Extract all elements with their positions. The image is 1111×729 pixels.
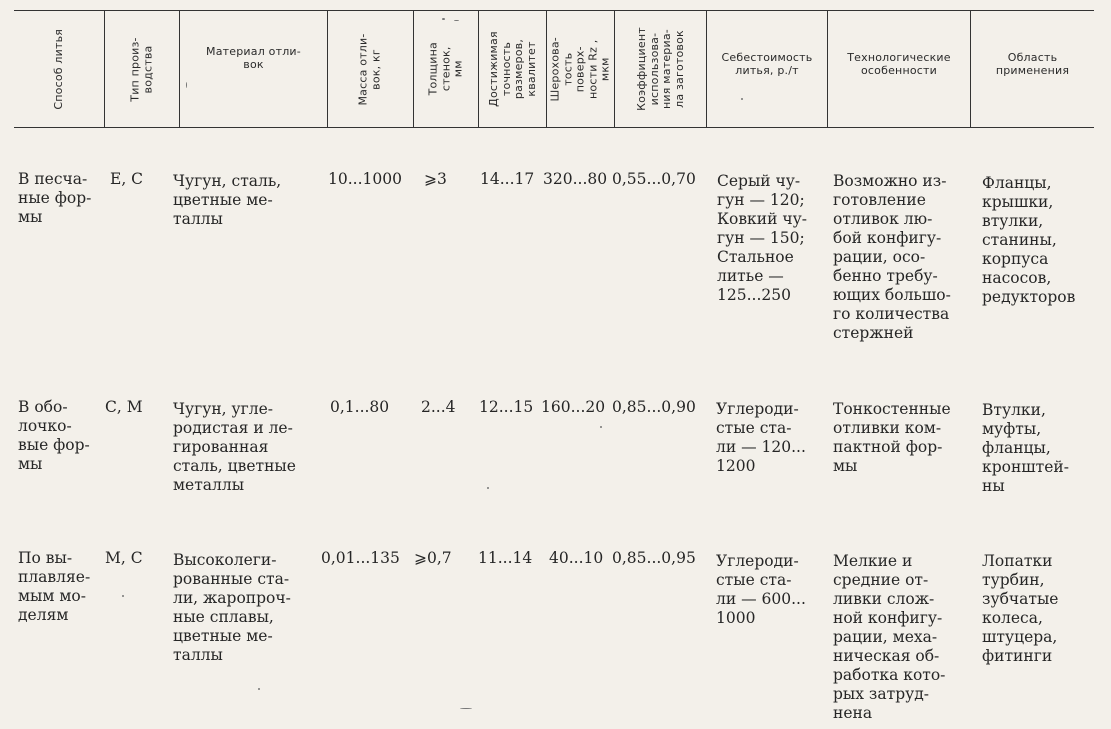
row3-utilization: 0,85...0,95 bbox=[612, 549, 696, 567]
header-cost bbox=[707, 12, 827, 126]
scan-speck bbox=[487, 487, 489, 489]
row1-roughness: 320...80 bbox=[543, 170, 608, 188]
header-accuracy bbox=[479, 12, 546, 126]
row3-cost: Углероди- стые ста- ли — 600... 1000 bbox=[716, 552, 806, 627]
header-production-type-label: Тип произ- водства bbox=[128, 36, 154, 102]
row2-material: Чугун, угле- родистая и ле- гированная сталь, цветные металлы bbox=[173, 400, 296, 494]
row1-method: В песча- ные фор- мы bbox=[18, 170, 92, 226]
row2-utilization: 0,85...0,90 bbox=[612, 398, 696, 416]
header-wall bbox=[414, 12, 478, 126]
row2-method: В обо- лочко- вые фор- мы bbox=[18, 398, 90, 473]
row3-application: Лопатки турбин, зубчатые колеса, штуцера, фитинги bbox=[982, 552, 1059, 665]
row1-mass: 10...1000 bbox=[328, 170, 402, 188]
row3-production-type: М, С bbox=[105, 549, 143, 567]
row1-cost: Серый чу- гун — 120; Ковкий чу- гун — 150; Стальное литье — 125...250 bbox=[717, 172, 807, 304]
header-bottom-rule bbox=[14, 127, 1094, 128]
row2-application: Втулки, муфты, фланцы, кронштей- ны bbox=[982, 401, 1069, 495]
header-material-label: Материал отли- вок bbox=[206, 45, 301, 71]
row1-accuracy: 14...17 bbox=[480, 170, 535, 188]
header-method-label: Способ литья bbox=[51, 28, 65, 110]
header-wall-label: Толщина стенок, мм bbox=[426, 42, 465, 96]
row3-method: По вы- плавляе- мым мо- делям bbox=[18, 549, 91, 624]
scan-speck bbox=[741, 98, 743, 100]
scan-speck bbox=[460, 708, 472, 709]
row1-features: Возможно из- готовление отливок лю- бой конфигу- рации, осо- бенно требу- ющих большо- го количества стержней bbox=[833, 172, 951, 342]
header-application-label: Область применения bbox=[995, 51, 1070, 77]
table-top-rule bbox=[14, 10, 1094, 11]
scan-speck bbox=[442, 18, 445, 20]
row2-features: Тонкостенные отливки ком- пактной фор- мы bbox=[833, 400, 951, 475]
header-method bbox=[14, 12, 104, 126]
row1-application: Фланцы, крышки, втулки, станины, корпуса насосов, редукторов bbox=[982, 174, 1076, 306]
row2-production-type: С, М bbox=[105, 398, 143, 416]
scan-speck bbox=[186, 82, 187, 88]
row3-mass: 0,01...135 bbox=[321, 549, 400, 567]
header-material bbox=[180, 12, 327, 126]
header-mass-label: Масса отли- вок, кг bbox=[357, 32, 383, 106]
row3-roughness: 40...10 bbox=[549, 549, 604, 567]
scan-speck bbox=[258, 688, 260, 690]
row1-material: Чугун, сталь, цветные ме- таллы bbox=[173, 172, 282, 228]
header-features-label: Технологические особенности bbox=[847, 51, 951, 77]
row1-utilization: 0,55...0,70 bbox=[612, 170, 696, 188]
header-accuracy-label: Достижимая точность размеров, квалитет bbox=[486, 31, 537, 107]
row2-cost: Углероди- стые ста- ли — 120... 1200 bbox=[716, 400, 806, 475]
row1-wall: ⩾3 bbox=[424, 170, 447, 188]
row2-mass: 0,1...80 bbox=[330, 398, 390, 416]
header-features bbox=[828, 12, 970, 126]
row3-features: Мелкие и средние от- ливки слож- ной конфигу- рации, меха- ническая об- работка кото- рых затруд- нена bbox=[833, 552, 946, 722]
header-production-type bbox=[105, 12, 179, 126]
scan-speck bbox=[122, 595, 124, 597]
row3-material: Высоколеги- рованные ста- ли, жаропроч- ные сплавы, цветные ме- таллы bbox=[173, 551, 291, 664]
row1-production-type: Е, С bbox=[110, 170, 144, 188]
row3-accuracy: 11...14 bbox=[478, 549, 533, 567]
row2-wall: 2...4 bbox=[421, 398, 456, 416]
row3-wall: ⩾0,7 bbox=[414, 549, 452, 567]
row2-roughness: 160...20 bbox=[541, 398, 606, 416]
scan-speck bbox=[454, 20, 459, 21]
header-roughness-label: Шерохова- тость поверх- ности Rz , мкм bbox=[548, 36, 612, 102]
header-utilization-label: Коэффициент использова- ния материа- ла заготовок bbox=[634, 27, 685, 111]
header-roughness bbox=[547, 12, 614, 126]
scan-speck bbox=[600, 426, 602, 428]
header-application bbox=[971, 12, 1094, 126]
row2-accuracy: 12...15 bbox=[479, 398, 534, 416]
header-mass bbox=[328, 12, 413, 126]
header-cost-label: Себестоимость литья, р./т bbox=[721, 51, 813, 77]
header-utilization bbox=[615, 12, 706, 126]
